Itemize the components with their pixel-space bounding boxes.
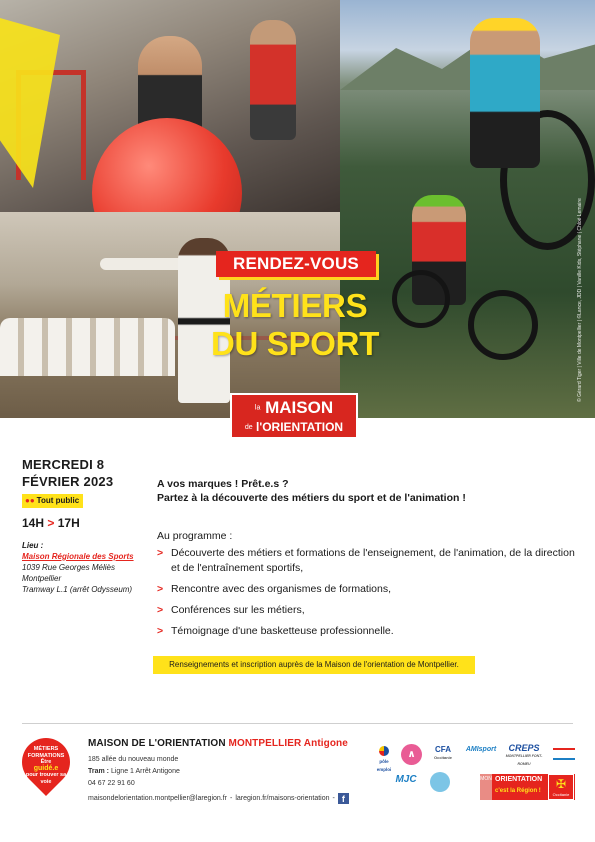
pole-emploi-label: pôle emploi bbox=[376, 759, 392, 772]
pin-line-4: guidé.e bbox=[33, 764, 59, 772]
website-link[interactable]: laregion.fr/maisons-orientation bbox=[235, 795, 330, 802]
partner-circle-logo: ∧ bbox=[401, 744, 422, 765]
creps-logo bbox=[500, 744, 548, 768]
title-line-1: MÉTIERS bbox=[222, 287, 368, 324]
time-end: 17H bbox=[57, 516, 80, 530]
logo-bottom: l'ORIENTATION bbox=[256, 419, 344, 434]
creps-sub: MONTPELLIER FONT-ROMEU bbox=[505, 754, 543, 766]
tram-label: Tram : bbox=[88, 768, 110, 775]
intro-line-1: A vos marques ! Prêt.e.s ? bbox=[157, 478, 289, 490]
link-separator: - bbox=[332, 795, 335, 802]
intro-text bbox=[157, 477, 567, 505]
cfa-sub: Occitanie bbox=[433, 755, 452, 760]
creps-label: CREPS bbox=[508, 743, 540, 753]
time-arrow: > bbox=[47, 516, 55, 530]
bullet-arrow-icon: > bbox=[157, 604, 164, 616]
region-orientation: ORIENTATION bbox=[495, 776, 543, 783]
program-item bbox=[157, 582, 577, 597]
date-line-2: FÉVRIER 2023 bbox=[22, 474, 114, 489]
tram-value: Ligne 1 Arrêt Antigone bbox=[110, 768, 180, 775]
title-line-2: DU SPORT bbox=[210, 325, 380, 362]
pin-line-2: FORMATIONS bbox=[27, 752, 65, 759]
logo-top: MAISON bbox=[265, 398, 334, 417]
venue-address-2: Montpellier bbox=[22, 574, 62, 583]
metiers-formations-pin-logo bbox=[22, 738, 70, 804]
mountain-biker bbox=[470, 18, 540, 168]
venue-transport: Tramway L.1 (arrêt Odysseum) bbox=[22, 585, 133, 594]
region-mon: MON bbox=[480, 774, 492, 800]
occitanie-cross-icon: ✠ bbox=[555, 777, 567, 791]
bullet-arrow-icon: > bbox=[157, 547, 164, 559]
gym-man bbox=[250, 20, 296, 140]
intro-line-2: Partez à la découverte des métiers du sport et de l'animation ! bbox=[157, 492, 466, 504]
program-item-text: Témoignage d'une basketteuse professionnelle. bbox=[171, 625, 394, 637]
cfa-logo bbox=[428, 746, 458, 762]
pole-emploi-icon bbox=[379, 746, 389, 756]
pole-emploi-logo bbox=[372, 746, 396, 774]
rendez-vous-badge: RENDEZ-VOUS bbox=[216, 251, 376, 277]
footer-divider bbox=[22, 723, 573, 724]
contact-links bbox=[88, 793, 349, 804]
maison-orientation-logo bbox=[230, 393, 358, 439]
event-title bbox=[150, 287, 440, 363]
occitanie-logo bbox=[548, 774, 574, 800]
gym-photo bbox=[0, 0, 340, 212]
pin-text bbox=[24, 746, 68, 785]
occitanie-label: Occitanie bbox=[552, 792, 570, 797]
footer-address bbox=[88, 754, 180, 790]
time-start: 14H bbox=[22, 516, 45, 530]
event-date bbox=[22, 456, 152, 490]
date-line-1: MERCREDI 8 bbox=[22, 457, 105, 472]
street-address: 185 allée du nouveau monde bbox=[88, 756, 179, 763]
exercise-ball bbox=[92, 118, 242, 212]
region-tagline: c'est la Région ! bbox=[495, 788, 541, 794]
program-item bbox=[157, 624, 577, 639]
judo-kids bbox=[0, 318, 175, 376]
program-item-text: Conférences sur les métiers, bbox=[171, 604, 305, 616]
phone-number: 04 67 22 91 60 bbox=[88, 780, 135, 787]
program-item-text: Rencontre avec des organismes de formations, bbox=[171, 583, 392, 595]
venue-name: Maison Régionale des Sports bbox=[22, 552, 134, 561]
program-title: Au programme : bbox=[157, 530, 233, 542]
venue-address-1: 1039 Rue Georges Méliès bbox=[22, 563, 115, 572]
event-location bbox=[22, 540, 157, 595]
email-link[interactable]: maisondelorientation.montpellier@laregion.fr bbox=[88, 795, 228, 802]
pin-line-5: pour trouver sa voie bbox=[25, 772, 67, 785]
location-label: Lieu : bbox=[22, 541, 44, 550]
amisport-logo: AMIsport bbox=[465, 746, 497, 753]
logo-bottom-small: de bbox=[244, 423, 253, 431]
bullet-arrow-icon: > bbox=[157, 625, 164, 637]
people-icon: ●● bbox=[25, 496, 35, 505]
photo-credit: © Gérard Tiger | Ville de Montpellier | ©Lance, JDD | Vanille Kids, Stéphane | Chloé Lemaire bbox=[577, 198, 583, 402]
logo-top-small: la bbox=[254, 404, 261, 412]
mjc-logo: MJC bbox=[395, 774, 417, 785]
registration-info: Renseignements et inscription auprès de la Maison de l'orientation de Montpellier. bbox=[153, 656, 475, 674]
program-item-text: Découverte des métiers et formations de l'enseignement, de l'animation, de la direction et de l'entraînement sportifs, bbox=[171, 547, 575, 574]
partner-blue-circle-logo bbox=[430, 772, 450, 792]
pin-line-3: Être bbox=[40, 759, 52, 765]
program-list bbox=[157, 546, 577, 645]
footer-title-red: MONTPELLIER Antigone bbox=[228, 738, 348, 749]
audience-label: Tout public bbox=[36, 496, 80, 505]
event-time bbox=[22, 516, 80, 530]
program-item bbox=[157, 603, 577, 618]
bike-wheel bbox=[468, 290, 538, 360]
program-item bbox=[157, 546, 577, 576]
pin-line-1: MÉTIERS bbox=[33, 746, 59, 752]
partner-small-logo bbox=[553, 748, 575, 760]
footer-title-black: MAISON DE L'ORIENTATION bbox=[88, 738, 226, 749]
tram-info bbox=[88, 766, 180, 778]
bullet-arrow-icon: > bbox=[157, 583, 164, 595]
link-separator: - bbox=[230, 795, 233, 802]
cfa-label: CFA bbox=[435, 745, 451, 754]
footer-title bbox=[88, 738, 348, 749]
facebook-icon[interactable]: f bbox=[338, 793, 349, 804]
judoka-arm bbox=[100, 258, 190, 270]
audience-badge bbox=[22, 494, 83, 508]
